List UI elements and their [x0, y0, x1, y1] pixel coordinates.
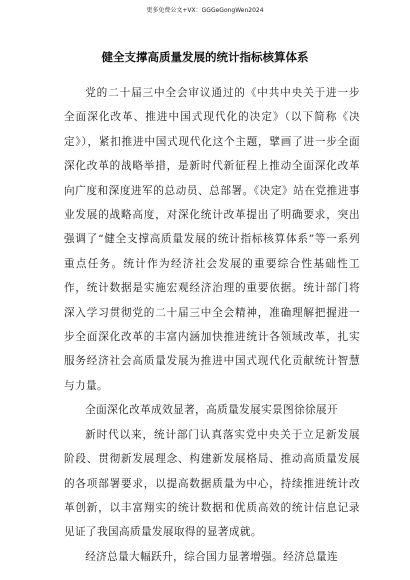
header-note: 更多免费公文+VX：GGGeGongWen2024 — [146, 7, 264, 14]
document-title: 健全支撑高质量发展的统计指标核算体系 — [101, 50, 309, 64]
section-heading: 全面深化改革成效显著，高质量发展实景图徐徐展开 — [85, 404, 339, 417]
document-body — [64, 81, 360, 569]
paragraph: 党的二十届三中全会审议通过的《中共中央关于进一步全面深化改革、推进中国式现代化的决定》（以下简称《决定》），紧扣推进中国式现代化这个主题，擘画了进一步全面深化改革的战略举措，是新时代新征程上推动全面深化改革向广度和深度进军的总动员、总部署。《决定》站在党推进事业发展的战略高度，对深化统计改革提出了明确要求，突出强调了“健全支撑高质量发展的统计指标核算体系”等一系列重点任务。统计作为经济社会发展的重要综合性基础性工作，统计数据是实施宏观经济治理的重要依据。统计部门将深入学习贯彻党的二十届三中全会精神，准确理解把握进一步全面深化改革的丰富内涵加快推进统计各领域改革，扎实服务经济社会高质量发展为推进中国式现代化贡献统计智慧与力量。 — [64, 87, 360, 392]
paragraph: 经济总量大幅跃升，综合国力显著增强。经济总量连 — [85, 550, 339, 563]
paragraph: 新时代以来，统计部门认真落实党中央关于立足新发展阶段、贯彻新发展理念、构建新发展格局、推动高质量发展的各项部署要求，以提高数据质量为中心，持续推进统计改革创新，以丰富翔实的统计数据和优质高效的统计信息记录见证了我国高质量发展取得的显著成就。 — [64, 428, 360, 539]
